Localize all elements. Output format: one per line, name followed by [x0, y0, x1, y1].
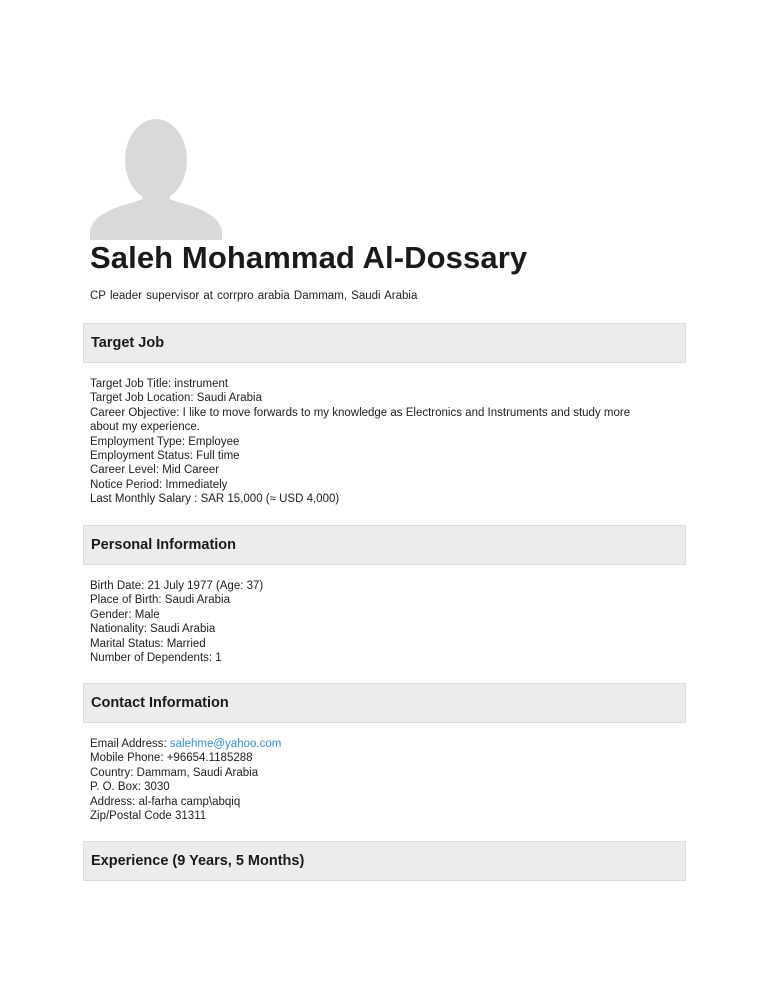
section-title: Experience (9 Years, 5 Months)	[91, 853, 305, 869]
email-link[interactable]: salehme@yahoo.com	[169, 738, 282, 750]
section-title: Contact Information	[91, 695, 229, 711]
detail-line: Employment Status: Full time	[90, 450, 240, 463]
target-job-details	[90, 377, 670, 507]
detail-line: Number of Dependents: 1	[90, 652, 222, 665]
section-header-personal-information	[83, 525, 686, 565]
detail-line: Career Objective: I like to move forwards to my knowledge as Electronics and Instruments and study more about my experience.	[90, 406, 631, 434]
detail-line: Birth Date: 21 July 1977 (Age: 37)	[90, 580, 264, 592]
detail-line: Marital Status: Married	[90, 637, 206, 650]
email-line	[90, 737, 670, 751]
section-title: Target Job	[91, 335, 165, 351]
detail-line: Place of Birth: Saudi Arabia	[90, 594, 230, 607]
detail-line: Zip/Postal Code 31311	[90, 810, 207, 823]
detail-line: Nationality: Saudi Arabia	[90, 623, 216, 636]
profile-avatar	[90, 116, 222, 240]
detail-line: Career Level: Mid Career	[90, 464, 220, 477]
section-header-target-job	[83, 323, 686, 363]
detail-line: Last Monthly Salary : SAR 15,000 (≈ USD 4,000)	[90, 493, 340, 506]
personal-info-details	[90, 579, 670, 665]
email-label: Email Address:	[90, 738, 170, 750]
contact-info-details	[90, 737, 670, 823]
candidate-name: Saleh Mohammad Al-Dossary	[90, 240, 528, 275]
candidate-headline: CP leader supervisor at corrpro arabia Dammam, Saudi Arabia	[90, 290, 418, 302]
detail-line: Gender: Male	[90, 608, 160, 621]
detail-line: Country: Dammam, Saudi Arabia	[90, 766, 259, 779]
section-title: Personal Information	[91, 537, 237, 553]
section-header-experience	[83, 841, 686, 881]
detail-line: Notice Period: Immediately	[90, 478, 228, 491]
detail-line: Address: al-farha camp\abqiq	[90, 795, 241, 808]
detail-line: Employment Type: Employee	[90, 435, 240, 448]
person-silhouette-icon	[90, 116, 222, 240]
detail-line: Target Job Location: Saudi Arabia	[90, 392, 262, 405]
detail-line: Mobile Phone: +96654.1185288	[90, 752, 253, 765]
detail-line: P. O. Box: 3030	[90, 781, 170, 794]
section-header-contact-information	[83, 683, 686, 723]
detail-line: Target Job Title: instrument	[90, 378, 229, 390]
